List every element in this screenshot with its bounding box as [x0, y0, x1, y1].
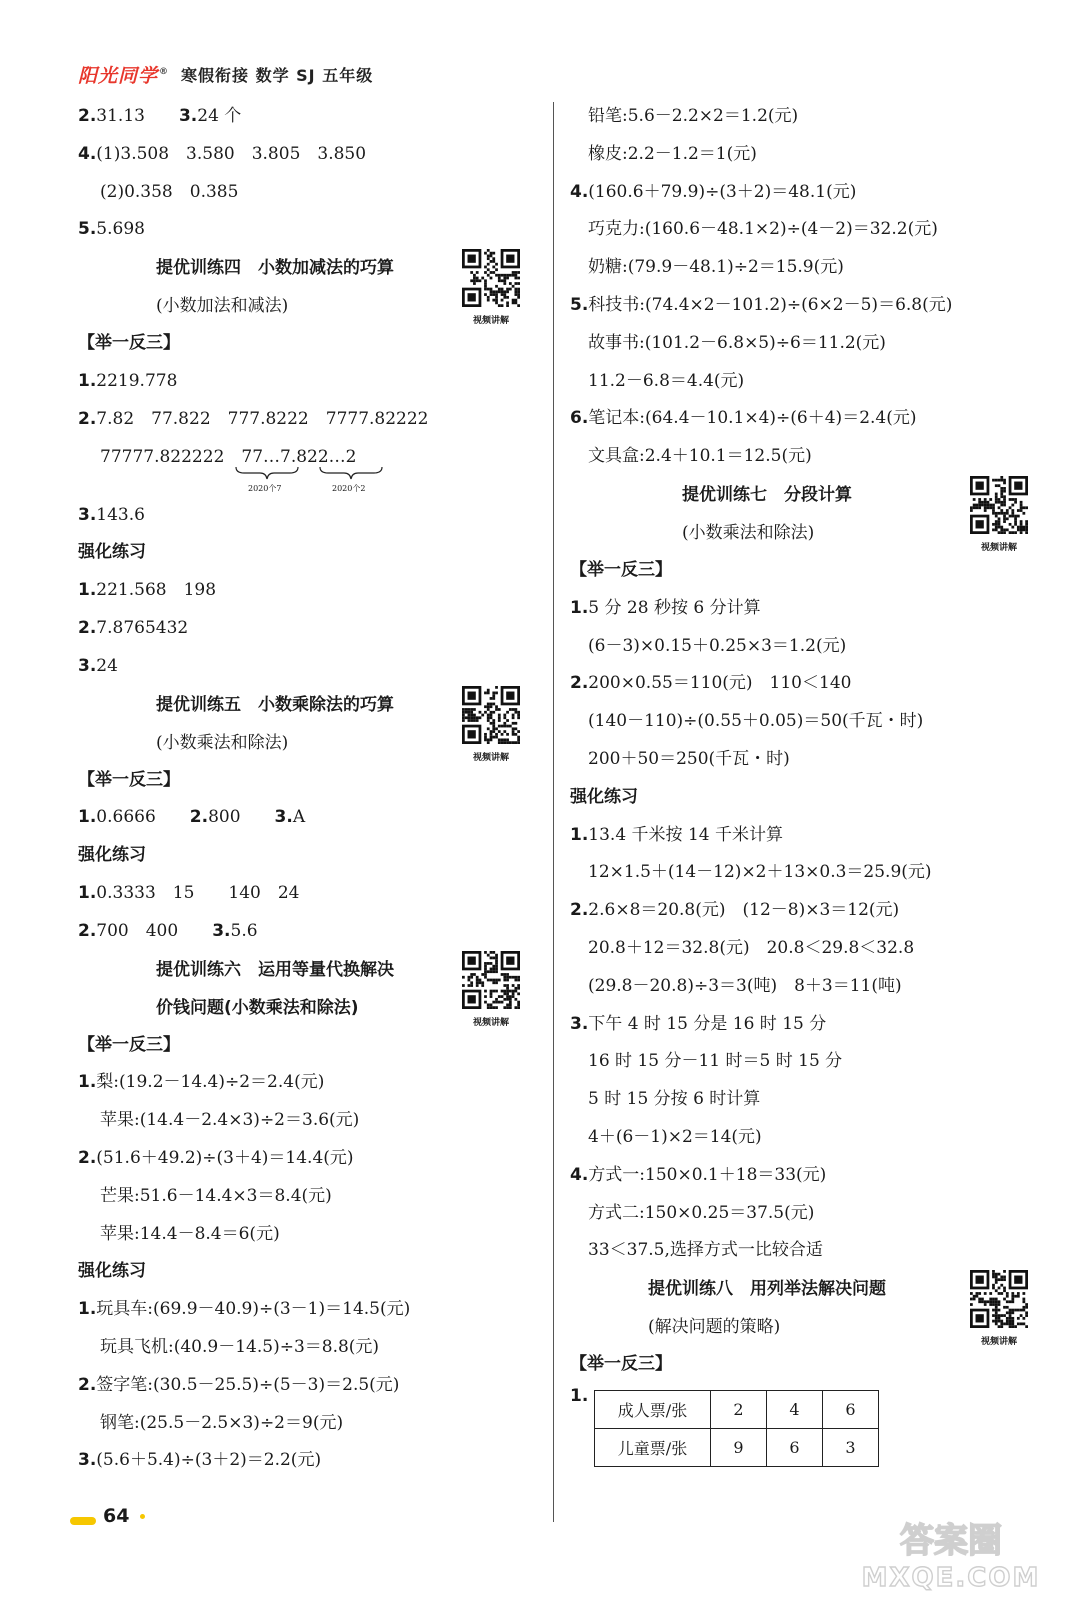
answer-line: 1.玩具车:(69.9－40.9)÷(3－1)＝14.5(元)	[78, 1299, 411, 1320]
answer-line: 5.科技书:(74.4×2－101.2)÷(6×2－5)＝6.8(元)	[570, 294, 953, 315]
watermark-text-top: 答案圈	[900, 1521, 1002, 1561]
answer-line: 33＜37.5,选择方式一比较合适	[588, 1240, 823, 1261]
answer-line: (140－110)÷(0.55＋0.05)＝50(千瓦・时)	[588, 711, 924, 732]
section-heading: 【举一反三】	[570, 559, 672, 580]
answer-line: 2.7.8765432	[78, 617, 189, 638]
table-cell: 2	[711, 1390, 767, 1428]
answer-line: 方式二:150×0.25＝37.5(元)	[588, 1202, 815, 1223]
answer-line: 2.(51.6＋49.2)÷(3＋4)＝14.4(元)	[78, 1147, 354, 1168]
left-column	[78, 98, 548, 1480]
qr-code-icon	[462, 686, 520, 744]
section-title-block	[78, 951, 548, 1027]
section-heading: 强化练习	[78, 542, 146, 563]
answer-line: 钢笔:(25.5－2.5×3)÷2＝9(元)	[100, 1412, 344, 1433]
qr-code-icon	[462, 951, 520, 1009]
section-subtitle: (小数乘法和除法)	[682, 522, 815, 543]
answer-line: 6.笔记本:(64.4－10.1×4)÷(6＋4)＝2.4(元)	[570, 408, 917, 429]
answer-line: 3.24	[78, 655, 118, 676]
answer-line: (29.8－20.8)÷3＝3(吨) 8＋3＝11(吨)	[588, 975, 902, 996]
section-heading: 【举一反三】	[78, 769, 180, 790]
table-cell: 3	[823, 1428, 879, 1466]
answer-line: 文具盒:2.4＋10.1＝12.5(元)	[588, 446, 812, 467]
video-qr[interactable]	[460, 951, 522, 1028]
page-number: 64	[103, 1505, 130, 1527]
qr-caption: 视频讲解	[472, 1017, 509, 1028]
section-title: 提优训练七 分段计算	[682, 484, 852, 505]
section-subtitle: (小数加法和减法)	[156, 296, 289, 317]
answer-line: 2.7.82 77.822 777.8222 7777.82222	[78, 408, 429, 429]
section-title-block	[570, 1270, 1030, 1346]
answer-line: 3.下午 4 时 15 分是 16 时 15 分	[570, 1013, 827, 1034]
answer-line: 奶糖:(79.9－48.1)÷2＝15.9(元)	[588, 257, 844, 278]
brace-label: 2020个2	[332, 483, 366, 493]
footer-dot	[140, 1514, 145, 1519]
column-divider	[553, 102, 554, 1522]
answer-line: 2.700 400 3.5.6	[78, 920, 258, 941]
video-qr[interactable]	[968, 476, 1030, 553]
video-qr[interactable]	[460, 686, 522, 763]
answer-line: 1.0.3333 15 140 24	[78, 882, 300, 903]
table-cell: 4	[767, 1390, 823, 1428]
video-qr[interactable]	[968, 1270, 1030, 1347]
table-cell: 儿童票/张	[595, 1428, 711, 1466]
answer-line: 芒果:51.6－14.4×3＝8.4(元)	[100, 1185, 332, 1206]
answer-line: 2.签字笔:(30.5－25.5)÷(5－3)＝2.5(元)	[78, 1374, 400, 1395]
section-title: 提优训练八 用列举法解决问题	[648, 1279, 886, 1300]
answer-line: 1.梨:(19.2－14.4)÷2＝2.4(元)	[78, 1072, 325, 1093]
answer-line: 1.2219.778	[78, 370, 178, 391]
qr-code-icon	[970, 476, 1028, 534]
answer-line: 1.221.568 198	[78, 580, 217, 601]
section-subtitle: (小数乘法和除法)	[156, 732, 289, 753]
brace-label: 2020个7	[248, 483, 282, 493]
table-cell: 6	[767, 1428, 823, 1466]
table-row	[595, 1390, 879, 1428]
section-heading: 强化练习	[570, 786, 638, 807]
answer-line: 16 时 15 分－11 时＝5 时 15 分	[588, 1051, 843, 1072]
answer-line: 玩具飞机:(40.9－14.5)÷3＝8.8(元)	[100, 1336, 380, 1357]
page-header	[78, 58, 373, 90]
answer-line: 20.8＋12＝32.8(元) 20.8＜29.8＜32.8	[588, 937, 915, 958]
answer-line-braces: 77777.822222 77…7.822…2 2020个7 2020个2	[78, 439, 548, 497]
answer-line: 巧克力:(160.6－48.1×2)÷(4－2)＝32.2(元)	[588, 219, 938, 240]
table-cell: 9	[711, 1428, 767, 1466]
qr-code-icon	[462, 249, 520, 307]
answer-line: 5 时 15 分按 6 时计算	[588, 1089, 761, 1110]
answer-line: 故事书:(101.2－6.8×5)÷6＝11.2(元)	[588, 332, 886, 353]
answer-line: 4＋(6－1)×2＝14(元)	[588, 1126, 762, 1147]
section-heading: 【举一反三】	[78, 333, 180, 354]
answer-line: 2.2.6×8＝20.8(元) (12－8)×3＝12(元)	[570, 900, 900, 921]
answer-line: 苹果:14.4－8.4＝6(元)	[100, 1223, 280, 1244]
table-answer: 1. 成人票/张 2 4 6 儿童票/张 9 6 3	[570, 1384, 1030, 1474]
answer-line: 1.5 分 28 秒按 6 分计算	[570, 597, 761, 618]
section-title: 提优训练六 运用等量代换解决	[156, 959, 394, 980]
right-column	[570, 98, 1030, 1474]
answer-line: 11.2－6.8＝4.4(元)	[588, 370, 745, 391]
qr-caption: 视频讲解	[472, 316, 509, 327]
answer-line: 1.0.6666 2.800 3.A	[78, 807, 306, 828]
section-title-block	[78, 686, 548, 762]
answer-line: 4.(160.6＋79.9)÷(3＋2)＝48.1(元)	[570, 181, 857, 202]
table-row	[595, 1428, 879, 1466]
section-heading: 强化练习	[78, 1261, 146, 1282]
section-title: 提优训练五 小数乘除法的巧算	[156, 694, 394, 715]
section-title-block	[78, 249, 548, 325]
answer-line: 橡皮:2.2－1.2＝1(元)	[588, 143, 757, 164]
section-heading: 【举一反三】	[570, 1354, 672, 1375]
answer-line: 铅笔:5.6－2.2×2＝1.2(元)	[588, 106, 799, 126]
watermark-text-bottom: MXQE.COM	[861, 1563, 1041, 1592]
section-subtitle: (解决问题的策略)	[648, 1317, 781, 1338]
section-title: 提优训练四 小数加减法的巧算	[156, 258, 394, 279]
book-subtitle: 寒假衔接 数学 SJ 五年级	[181, 65, 374, 85]
section-title-block	[570, 476, 1030, 552]
answer-line: (2)0.358 0.385	[100, 181, 239, 202]
footer-accent	[70, 1517, 96, 1525]
answer-line: 5.5.698	[78, 219, 145, 240]
table-cell: 6	[823, 1390, 879, 1428]
answer-line: 3.143.6	[78, 504, 145, 525]
qr-caption: 视频讲解	[980, 1337, 1017, 1348]
brace-icon	[234, 465, 384, 483]
answer-line: 2.31.13 3.24 个	[78, 106, 242, 126]
brand-logo: 阳光同学®	[78, 64, 170, 87]
answer-line: 4.方式一:150×0.1＋18＝33(元)	[570, 1164, 827, 1185]
answer-line: 200＋50＝250(千瓦・时)	[588, 748, 790, 769]
answer-line: 4.(1)3.508 3.580 3.805 3.850	[78, 143, 367, 164]
table-cell: 成人票/张	[595, 1390, 711, 1428]
answer-line: 3.(5.6＋5.4)÷(3＋2)＝2.2(元)	[78, 1450, 322, 1471]
qr-code-icon	[970, 1270, 1028, 1328]
watermark-logo	[846, 1512, 1056, 1592]
qr-caption: 视频讲解	[980, 542, 1017, 553]
answer-line: 1.13.4 千米按 14 千米计算	[570, 824, 783, 845]
video-qr[interactable]	[460, 249, 522, 326]
section-heading: 【举一反三】	[78, 1034, 180, 1055]
section-heading: 强化练习	[78, 845, 146, 866]
answer-line: (6－3)×0.15＋0.25×3＝1.2(元)	[588, 635, 847, 656]
answer-line: 2.200×0.55＝110(元) 110＜140	[570, 673, 852, 694]
ticket-table	[594, 1390, 879, 1467]
qr-caption: 视频讲解	[472, 752, 509, 763]
answer-line: 12×1.5＋(14－12)×2＋13×0.3＝25.9(元)	[588, 862, 932, 883]
answer-line: 苹果:(14.4－2.4×3)÷2＝3.6(元)	[100, 1110, 360, 1131]
section-subtitle: 价钱问题(小数乘法和除法)	[156, 997, 359, 1018]
